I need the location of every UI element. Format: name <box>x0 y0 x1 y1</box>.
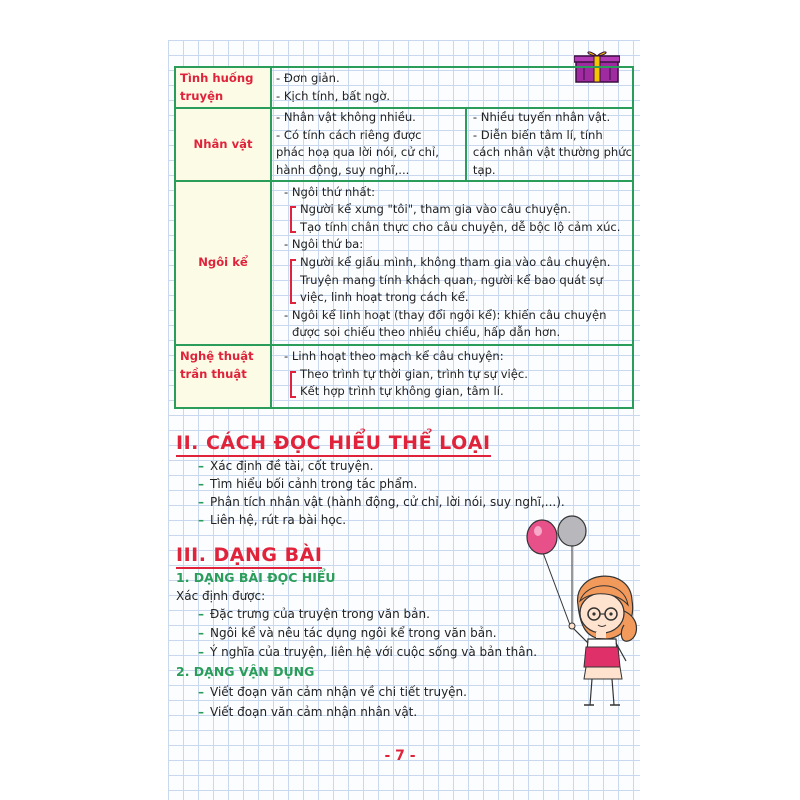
bracket-list <box>276 201 628 236</box>
line: - Ngôi kể linh hoạt (thay đổi ngôi kể): khiến câu chuyện <box>284 307 607 322</box>
bullet-dash: – <box>198 459 204 473</box>
title-underline <box>176 455 491 457</box>
intro-text: Xác định được: <box>176 589 266 603</box>
line: - Linh hoạt theo mạch kể câu chuyện: <box>284 348 504 363</box>
list-item-text: Viết đoạn văn cảm nhận về chi tiết truyện. <box>210 685 467 699</box>
row-label: Tình huống truyện <box>175 67 271 108</box>
list-item-text: Viết đoạn văn cảm nhận nhân vật. <box>210 705 418 719</box>
bracket-list <box>276 254 628 307</box>
bullet-dash: – <box>198 685 204 699</box>
bullet-dash: – <box>198 607 204 621</box>
bracket-list <box>276 366 628 401</box>
line: - Nhiều tuyến nhân vật. <box>472 110 611 125</box>
list-item <box>198 458 373 474</box>
line: hành động, suy nghĩ,... <box>276 162 410 177</box>
list-item <box>198 684 467 700</box>
table-row-nhan-vat <box>175 108 633 180</box>
page-number: - 7 - <box>384 748 416 764</box>
line: Tạo tính chân thực cho câu chuyện, dễ bộc lộ cảm xúc. <box>300 219 621 234</box>
line: Kết hợp trình tự không gian, tâm lí. <box>300 384 504 399</box>
list-item <box>198 476 417 492</box>
row-label: Nhân vật <box>175 108 271 180</box>
list-item <box>198 606 430 622</box>
line: được soi chiếu theo nhiều chiều, hấp dẫn hơn. <box>292 325 561 340</box>
list-item-text: Đặc trưng của truyện trong văn bản. <box>210 607 430 621</box>
subsection-title-apply: 2. DẠNG VẬN DỤNG <box>176 664 315 679</box>
list-item <box>198 704 417 720</box>
row-content <box>271 181 633 345</box>
list-item <box>198 494 565 510</box>
line: Người kể giấu mình, không tham gia vào câu chuyện. <box>300 254 611 269</box>
line: cách nhân vật thường phức <box>472 145 632 160</box>
title-underline <box>176 567 322 569</box>
row-content <box>271 67 633 108</box>
short-story-column <box>276 109 467 179</box>
row-label: Ngôi kể <box>175 181 271 345</box>
line: việc, linh hoạt trong cách kể. <box>300 290 469 305</box>
girl-with-balloons-illustration <box>520 515 645 710</box>
bullet-dash: – <box>198 645 204 659</box>
line: - Đơn giản. <box>276 71 340 85</box>
bullet-dash: – <box>198 495 204 509</box>
row-label: Nghệ thuật trần thuật <box>175 345 271 408</box>
list-item-text: Phân tích nhân vật (hành động, cử chỉ, lời nói, suy nghĩ,...). <box>210 495 565 509</box>
list-item-text: Xác định đề tài, cốt truyện. <box>210 459 374 473</box>
list-item-text: Ý nghĩa của truyện, liên hệ với cuộc sống và bản thân. <box>210 645 538 659</box>
line: - Nhân vật không nhiều. <box>276 110 416 125</box>
list-item-text: Liên hệ, rút ra bài học. <box>210 513 347 527</box>
list-item-text: Ngôi kể và nêu tác dụng ngôi kể trong văn bản. <box>210 626 497 640</box>
row-content <box>271 108 633 180</box>
table-row-nghe-thuat <box>175 345 633 408</box>
summary-table <box>174 66 634 409</box>
long-story-column <box>467 109 632 179</box>
line: - Kịch tính, bất ngờ. <box>276 88 391 103</box>
subsection-title-reading: 1. DẠNG BÀI ĐỌC HIỂU <box>176 570 336 585</box>
line: Truyện mang tính khách quan, người kể bao quát sự <box>300 272 603 287</box>
line: - Ngôi thứ ba: <box>284 237 364 252</box>
bullet-dash: – <box>198 477 204 491</box>
section-title-reading <box>176 432 491 454</box>
list-item <box>198 512 346 528</box>
section-title-exercises <box>176 544 322 566</box>
table-row-tinh-huong <box>175 67 633 108</box>
line: - Ngôi thứ nhất: <box>284 184 376 199</box>
bullet-dash: – <box>198 513 204 527</box>
line: phác hoạ qua lời nói, cử chỉ, <box>276 145 439 160</box>
table-row-ngoi-ke <box>175 181 633 345</box>
section-title-text: II. CÁCH ĐỌC HIỂU THỂ LOẠI <box>176 432 491 454</box>
list-item <box>198 625 497 641</box>
bullet-dash: – <box>198 705 204 719</box>
line: Theo trình tự thời gian, trình tự sự việc. <box>300 366 528 381</box>
list-item-text: Tìm hiểu bối cảnh trong tác phẩm. <box>210 477 418 491</box>
row-content <box>271 345 633 408</box>
line: - Có tính cách riêng được <box>276 127 422 142</box>
section-title-text: III. DẠNG BÀI <box>176 544 323 566</box>
line: tạp. <box>472 162 496 177</box>
list-item <box>198 644 537 660</box>
line: - Diễn biến tâm lí, tính <box>472 127 603 142</box>
bullet-dash: – <box>198 626 204 640</box>
line: Người kể xưng "tôi", tham gia vào câu chuyện. <box>300 202 572 217</box>
